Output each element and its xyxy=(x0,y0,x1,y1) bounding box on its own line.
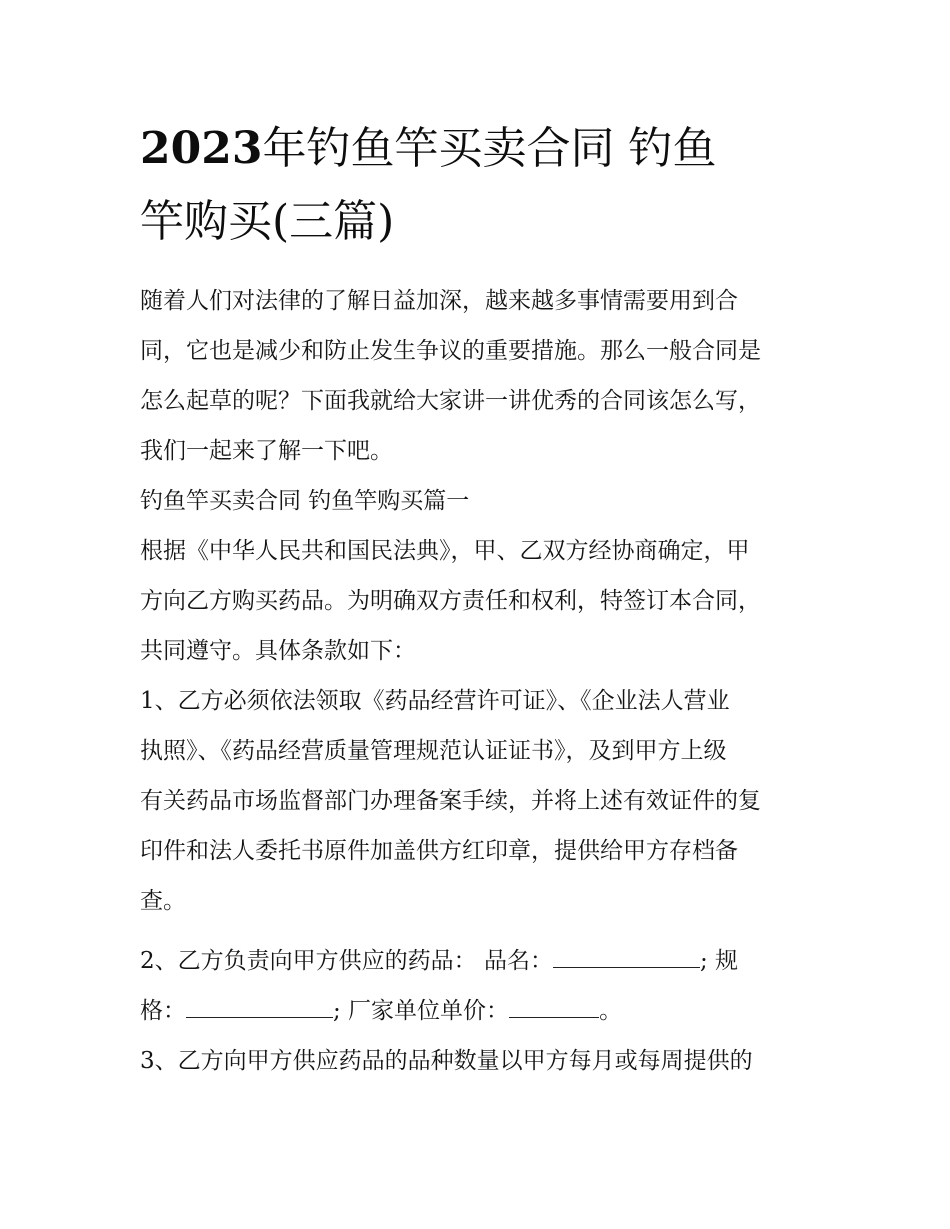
clause2-text-a: 2、乙方负责向甲方供应的药品： 品名： xyxy=(140,948,553,974)
clause1-line: 1、乙方必须依法领取《药品经营许可证》、《企业法人营业 xyxy=(140,688,730,714)
product-name-blank xyxy=(553,941,700,968)
intro-line: 同，它也是减少和防止发生争议的重要措施。那么一般合同是 xyxy=(140,338,761,364)
clause2-line2 xyxy=(140,986,820,1036)
specification-blank xyxy=(186,991,333,1018)
clause2-text-c: 格： xyxy=(140,998,186,1024)
clause2-text-d: ; 厂家单位单价： xyxy=(333,998,510,1024)
intro-line: 随着人们对法律的了解日益加深，越来越多事情需要用到合 xyxy=(140,288,738,314)
clause2-text-b: ; 规 xyxy=(699,948,739,974)
clause1-line: 有关药品市场监督部门办理备案手续，并将上述有效证件的复 xyxy=(140,788,761,814)
intro-line: 我们一起来了解一下吧。 xyxy=(140,438,393,464)
title-year: 2023 xyxy=(140,123,263,174)
intro-line: 怎么起草的呢？下面我就给大家讲一讲优秀的合同该怎么写， xyxy=(140,388,761,414)
title-line2: 竿购买(三篇) xyxy=(140,196,395,247)
preamble-line: 根据《中华人民共和国民法典》，甲、乙双方经协商确定，甲 xyxy=(140,538,750,564)
clause3-line: 3、乙方向甲方供应药品的品种数量以甲方每月或每周提供的 xyxy=(140,1048,753,1074)
clause1-line: 执照》、《药品经营质量管理规范认证证书》，及到甲方上级 xyxy=(140,738,727,764)
clause1-line: 印件和法人委托书原件加盖供方红印章，提供给甲方存档备 xyxy=(140,838,738,864)
document-title xyxy=(140,112,820,258)
clause2-block xyxy=(140,936,820,1036)
title-line1-rest: 年钓鱼竿买卖合同 钓鱼 xyxy=(262,123,717,174)
clause1-line: 查。 xyxy=(140,888,186,914)
section-heading: 钓鱼竿买卖合同 钓鱼竿购买篇一 xyxy=(140,488,470,514)
clause2-line1 xyxy=(140,936,820,986)
preamble-line: 方向乙方购买药品。为明确双方责任和权利，特签订本合同， xyxy=(140,588,761,614)
preamble-line: 共同遵守。具体条款如下： xyxy=(140,638,416,664)
document-body xyxy=(140,276,820,926)
unit-price-blank xyxy=(509,991,599,1018)
clause3-block xyxy=(140,1036,820,1086)
clause2-text-e: 。 xyxy=(599,998,623,1024)
